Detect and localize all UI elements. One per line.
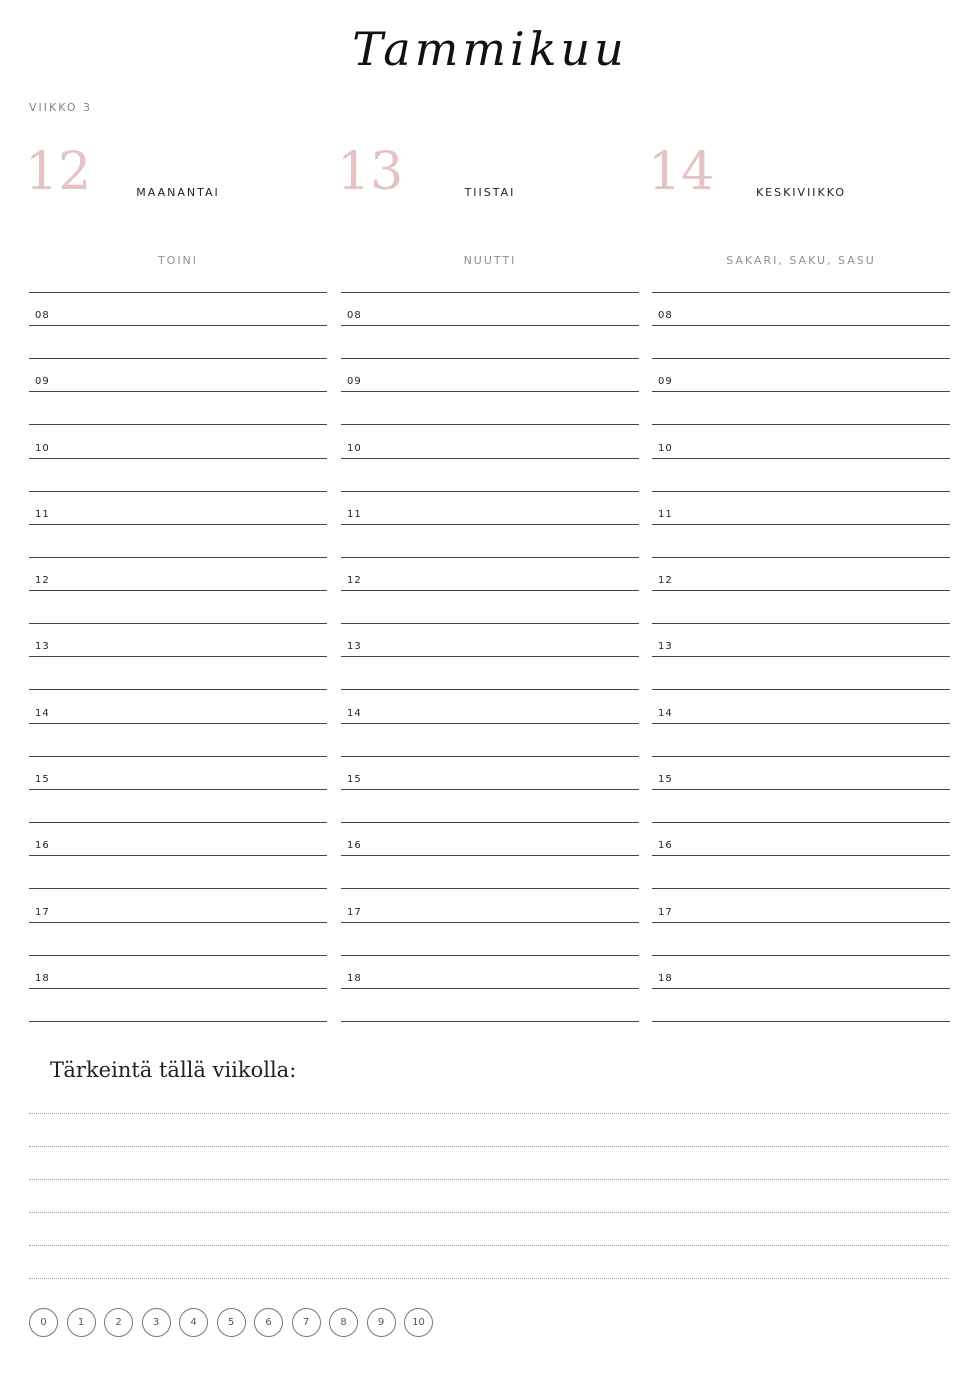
hour-slot[interactable] xyxy=(29,426,327,492)
day-number: 12 xyxy=(25,142,92,202)
divider xyxy=(341,391,639,392)
hour-label: 18 xyxy=(35,972,50,984)
hour-slot[interactable] xyxy=(341,293,639,359)
rating-circle[interactable]: 2 xyxy=(104,1308,133,1337)
hour-slot[interactable] xyxy=(652,691,950,757)
hour-slot[interactable] xyxy=(652,956,950,1022)
divider xyxy=(29,590,327,591)
hour-label: 10 xyxy=(347,442,362,454)
hour-slot[interactable] xyxy=(652,757,950,823)
note-line[interactable] xyxy=(29,1179,949,1180)
hour-label: 15 xyxy=(35,774,50,786)
hour-label: 17 xyxy=(347,906,362,918)
hour-label: 13 xyxy=(658,641,673,653)
hour-label: 18 xyxy=(658,972,673,984)
day-column xyxy=(25,0,327,1030)
divider xyxy=(29,325,327,326)
day-column xyxy=(337,0,639,1030)
divider xyxy=(341,723,639,724)
hour-label: 12 xyxy=(658,575,673,587)
divider xyxy=(341,789,639,790)
hour-label: 11 xyxy=(658,508,673,520)
divider xyxy=(341,524,639,525)
divider xyxy=(341,656,639,657)
divider xyxy=(652,524,950,525)
hour-slot[interactable] xyxy=(341,890,639,956)
divider xyxy=(29,656,327,657)
hour-slot[interactable] xyxy=(652,624,950,690)
hour-label: 17 xyxy=(658,906,673,918)
divider xyxy=(29,723,327,724)
divider xyxy=(341,855,639,856)
divider xyxy=(652,855,950,856)
divider xyxy=(652,789,950,790)
divider xyxy=(652,656,950,657)
divider xyxy=(652,988,950,989)
divider xyxy=(341,988,639,989)
divider xyxy=(29,922,327,923)
divider xyxy=(29,1021,327,1022)
hour-label: 08 xyxy=(35,310,50,321)
hour-slot[interactable] xyxy=(341,359,639,425)
day-name: KESKIVIIKKO xyxy=(755,186,847,199)
hour-slot[interactable] xyxy=(341,823,639,889)
month-title: Tammikuu xyxy=(352,22,628,76)
hour-label: 15 xyxy=(658,774,673,786)
hour-label: 09 xyxy=(35,376,50,388)
name-day: TOINI xyxy=(157,254,199,267)
divider xyxy=(29,789,327,790)
hour-slot[interactable] xyxy=(652,359,950,425)
hour-slot[interactable] xyxy=(29,757,327,823)
divider xyxy=(652,590,950,591)
hour-slot[interactable] xyxy=(29,823,327,889)
hour-slot[interactable] xyxy=(652,426,950,492)
divider xyxy=(652,391,950,392)
hour-slot[interactable] xyxy=(652,823,950,889)
hour-slot[interactable] xyxy=(341,492,639,558)
hour-slot[interactable] xyxy=(652,890,950,956)
divider xyxy=(29,391,327,392)
hour-list xyxy=(29,293,327,1022)
divider xyxy=(652,325,950,326)
hour-label: 13 xyxy=(35,641,50,653)
hour-slot[interactable] xyxy=(341,624,639,690)
divider xyxy=(29,458,327,459)
day-name: MAANANTAI xyxy=(136,186,220,199)
note-line[interactable] xyxy=(29,1146,949,1147)
important-title: Tärkeintä tällä viikolla: xyxy=(50,1058,297,1082)
hour-label: 14 xyxy=(658,707,673,719)
hour-slot[interactable] xyxy=(341,757,639,823)
hour-slot[interactable] xyxy=(652,293,950,359)
hour-label: 10 xyxy=(35,442,50,454)
day-number: 13 xyxy=(337,142,404,202)
hour-label: 15 xyxy=(347,774,362,786)
divider xyxy=(341,922,639,923)
rating-circle[interactable]: 3 xyxy=(142,1308,171,1337)
hour-slot[interactable] xyxy=(29,691,327,757)
week-label: VIIKKO 3 xyxy=(29,101,92,114)
hour-slot[interactable] xyxy=(29,624,327,690)
day-number: 14 xyxy=(648,142,715,202)
divider xyxy=(341,458,639,459)
divider xyxy=(652,1021,950,1022)
hour-slot[interactable] xyxy=(652,492,950,558)
hour-slot[interactable] xyxy=(29,890,327,956)
note-line[interactable] xyxy=(29,1278,949,1279)
hour-label: 14 xyxy=(35,707,50,719)
hour-label: 17 xyxy=(35,906,50,918)
divider xyxy=(29,524,327,525)
rating-circle[interactable]: 8 xyxy=(329,1308,358,1337)
rating-scale xyxy=(29,1308,433,1337)
hour-label: 13 xyxy=(347,641,362,653)
divider xyxy=(652,458,950,459)
name-day: SAKARI, SAKU, SASU xyxy=(726,254,876,267)
rating-circle[interactable]: 5 xyxy=(217,1308,246,1337)
rating-circle[interactable]: 0 xyxy=(29,1308,58,1337)
hour-label: 14 xyxy=(347,707,362,719)
divider xyxy=(341,590,639,591)
divider xyxy=(341,325,639,326)
hour-slot[interactable] xyxy=(652,558,950,624)
hour-label: 08 xyxy=(347,310,362,321)
hour-label: 09 xyxy=(347,376,362,388)
rating-circle[interactable]: 7 xyxy=(292,1308,321,1337)
day-name: TIISTAI xyxy=(464,186,516,199)
rating-circle[interactable]: 1 xyxy=(67,1308,96,1337)
rating-circle[interactable]: 9 xyxy=(367,1308,396,1337)
hour-label: 12 xyxy=(35,575,50,587)
hour-list xyxy=(341,293,639,1022)
hour-slot[interactable] xyxy=(29,293,327,359)
day-column xyxy=(648,0,950,1030)
hour-slot[interactable] xyxy=(341,426,639,492)
hour-slot[interactable] xyxy=(341,691,639,757)
divider xyxy=(29,855,327,856)
hour-list xyxy=(652,293,950,1022)
divider xyxy=(341,1021,639,1022)
note-line[interactable] xyxy=(29,1113,949,1114)
note-line[interactable] xyxy=(29,1212,949,1213)
name-day: NUUTTI xyxy=(463,254,517,267)
rating-circle[interactable]: 6 xyxy=(254,1308,283,1337)
hour-slot[interactable] xyxy=(29,558,327,624)
hour-label: 16 xyxy=(347,840,362,852)
hour-label: 10 xyxy=(658,442,673,454)
hour-label: 16 xyxy=(658,840,673,852)
hour-label: 16 xyxy=(35,840,50,852)
hour-label: 12 xyxy=(347,575,362,587)
hour-label: 08 xyxy=(658,310,673,321)
hour-slot[interactable] xyxy=(341,956,639,1022)
hour-label: 09 xyxy=(658,376,673,388)
hour-slot[interactable] xyxy=(29,359,327,425)
hour-slot[interactable] xyxy=(341,558,639,624)
rating-circle[interactable]: 10 xyxy=(404,1308,433,1337)
hour-label: 11 xyxy=(347,508,362,520)
hour-label: 11 xyxy=(35,508,50,520)
divider xyxy=(29,988,327,989)
hour-slot[interactable] xyxy=(29,492,327,558)
divider xyxy=(652,723,950,724)
divider xyxy=(652,922,950,923)
hour-label: 18 xyxy=(347,972,362,984)
hour-slot[interactable] xyxy=(29,956,327,1022)
note-line[interactable] xyxy=(29,1245,949,1246)
rating-circle[interactable]: 4 xyxy=(179,1308,208,1337)
